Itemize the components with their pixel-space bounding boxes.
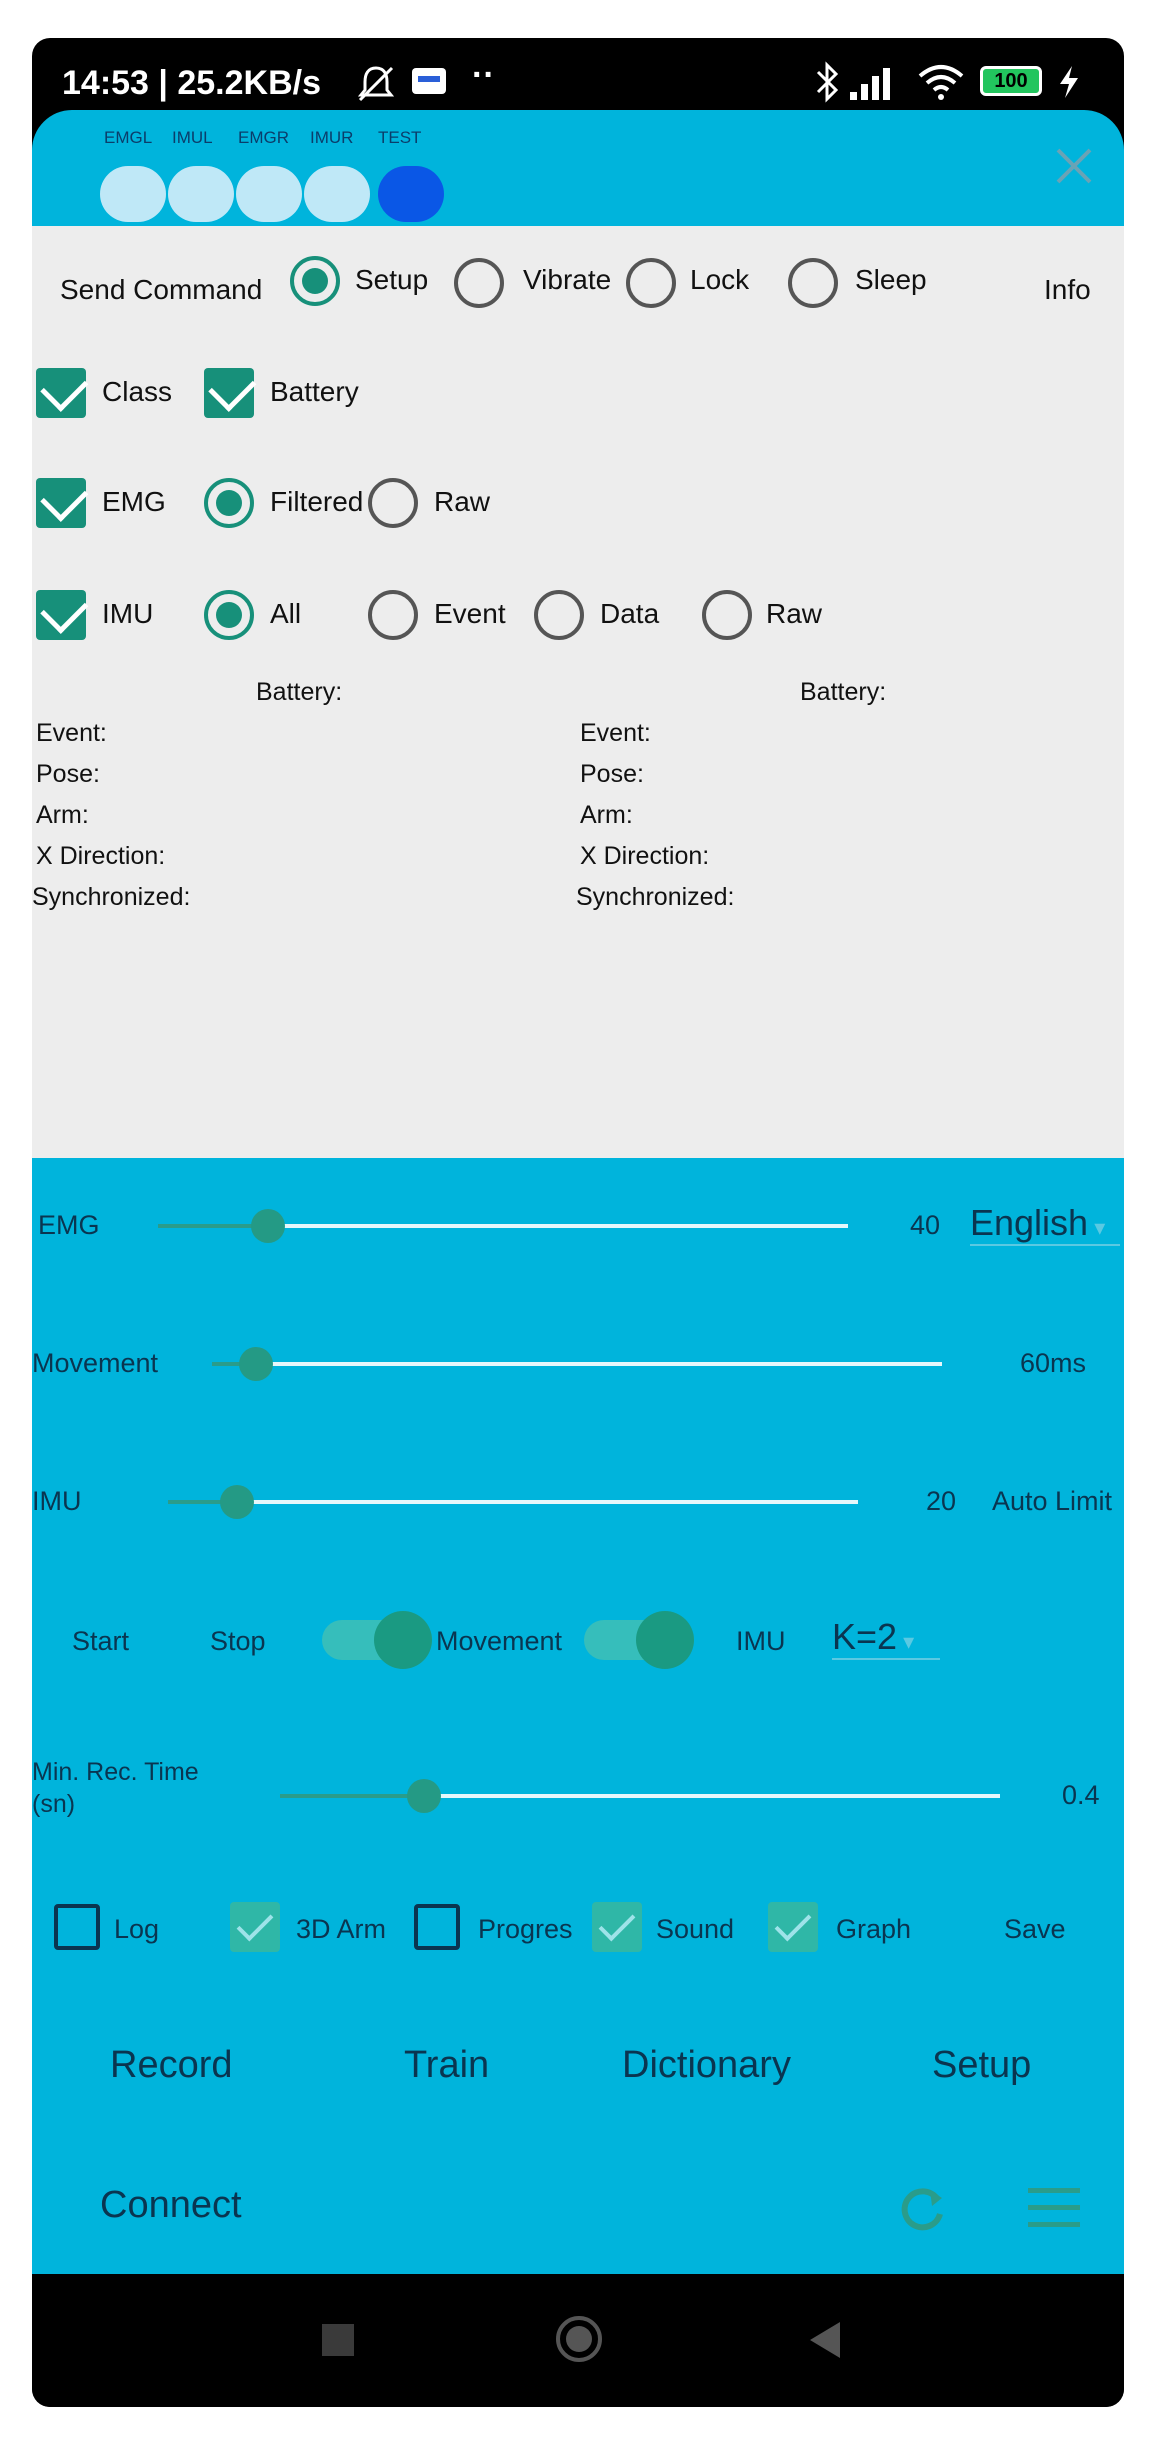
tab-label-imur: IMUR: [310, 128, 354, 147]
right-x-direction: X Direction:: [580, 842, 710, 870]
right-pose: Pose:: [580, 760, 644, 788]
right-event: Event:: [580, 719, 651, 747]
radio-vibrate[interactable]: [454, 258, 504, 308]
tab-pill-imur[interactable]: [304, 166, 370, 222]
charging-icon: [1056, 64, 1082, 100]
radio-setup[interactable]: [290, 256, 340, 306]
right-arm: Arm:: [580, 801, 633, 829]
imu-checkbox[interactable]: [36, 590, 86, 640]
tab-label-emgr: EMGR: [238, 128, 289, 147]
tab-pill-imul[interactable]: [168, 166, 234, 222]
left-pose: Pose:: [36, 760, 100, 788]
radio-filtered-label: Filtered: [270, 486, 364, 517]
battery-label: Battery: [270, 376, 359, 407]
movement-switch-knob[interactable]: [374, 1611, 432, 1669]
battery-checkbox[interactable]: [204, 368, 254, 418]
movement-slider-label: Movement: [32, 1348, 159, 1378]
emg-slider-label: EMG: [38, 1210, 100, 1240]
emg-label: EMG: [102, 486, 166, 517]
tab-pill-emgl[interactable]: [100, 166, 166, 222]
imu-switch-knob[interactable]: [636, 1611, 694, 1669]
right-battery: Battery:: [800, 678, 887, 706]
3d-arm-label: 3D Arm: [296, 1914, 387, 1944]
language-dropdown-value: English: [970, 1202, 1089, 1243]
progres-checkbox[interactable]: [414, 1904, 460, 1950]
movement-slider-thumb[interactable]: [239, 1347, 273, 1381]
radio-lock[interactable]: [626, 258, 676, 308]
min-rec-time-label: Min. Rec. Time: [32, 1758, 199, 1786]
graph-checkbox[interactable]: [768, 1902, 818, 1952]
radio-vibrate-label: Vibrate: [523, 264, 612, 295]
movement-slider-track[interactable]: [212, 1362, 942, 1366]
tab-dictionary[interactable]: Dictionary: [622, 2044, 791, 2086]
radio-sleep-label: Sleep: [855, 264, 927, 295]
home-icon[interactable]: [556, 2316, 602, 2362]
more-dots-icon: ··: [472, 56, 495, 94]
mute-icon: [354, 62, 398, 106]
k-dropdown[interactable]: [832, 1616, 940, 1660]
class-checkbox[interactable]: [36, 368, 86, 418]
dropdown-arrow-icon: ▾: [1088, 1215, 1106, 1240]
close-icon[interactable]: [1052, 144, 1096, 188]
radio-imu-raw[interactable]: [702, 590, 752, 640]
radio-event[interactable]: [368, 590, 418, 640]
signal-icon: [848, 64, 904, 102]
radio-data[interactable]: [534, 590, 584, 640]
left-synchronized: Synchronized:: [32, 883, 191, 911]
radio-setup-label: Setup: [355, 264, 429, 295]
dropdown-arrow-icon: ▾: [897, 1629, 915, 1654]
imu-label: IMU: [102, 598, 154, 629]
emg-slider-thumb[interactable]: [251, 1209, 285, 1243]
progres-label: Progres: [478, 1914, 573, 1944]
bluetooth-icon: [812, 60, 842, 104]
left-battery: Battery:: [256, 678, 343, 706]
radio-event-label: Event: [434, 598, 506, 629]
min-rec-time-unit: (sn): [32, 1790, 76, 1818]
message-icon: [410, 66, 448, 100]
left-x-direction: X Direction:: [36, 842, 166, 870]
emg-checkbox[interactable]: [36, 478, 86, 528]
save-button[interactable]: Save: [1004, 1914, 1066, 1944]
imu-slider-thumb[interactable]: [220, 1485, 254, 1519]
sound-checkbox[interactable]: [592, 1902, 642, 1952]
connect-button[interactable]: Connect: [100, 2184, 242, 2226]
tab-label-test: TEST: [378, 128, 422, 147]
k-dropdown-value: K=2: [832, 1616, 898, 1657]
control-panel: [32, 1158, 1124, 2274]
log-label: Log: [114, 1914, 160, 1944]
tab-pill-emgr[interactable]: [236, 166, 302, 222]
info-button[interactable]: Info: [1044, 274, 1091, 305]
log-checkbox[interactable]: [54, 1904, 100, 1950]
battery-icon: [980, 66, 1042, 96]
sound-label: Sound: [656, 1914, 735, 1944]
auto-limit-button[interactable]: Auto Limit: [992, 1486, 1113, 1516]
left-event: Event:: [36, 719, 107, 747]
movement-slider-value: 60ms: [1020, 1348, 1087, 1378]
min-rec-value: 0.4: [1062, 1780, 1100, 1810]
min-rec-slider-thumb[interactable]: [407, 1779, 441, 1813]
tab-record[interactable]: Record: [110, 2044, 233, 2086]
settings-panel: [32, 226, 1124, 1158]
stop-button[interactable]: Stop: [210, 1626, 266, 1656]
tab-setup[interactable]: Setup: [932, 2044, 1032, 2086]
recents-icon[interactable]: [322, 2324, 354, 2356]
wifi-icon: [916, 62, 966, 102]
device-header: [32, 110, 1124, 226]
radio-all-label: All: [270, 598, 302, 629]
left-arm: Arm:: [36, 801, 89, 829]
radio-data-label: Data: [600, 598, 660, 629]
tab-train[interactable]: Train: [404, 2044, 490, 2086]
tab-label-imul: IMUL: [172, 128, 213, 147]
radio-emg-raw-label: Raw: [434, 486, 491, 517]
imu-slider-value: 20: [926, 1486, 957, 1516]
min-rec-slider-fill: [280, 1794, 424, 1798]
radio-imu-raw-label: Raw: [766, 598, 823, 629]
phone-screen: [32, 38, 1124, 2407]
radio-sleep[interactable]: [788, 258, 838, 308]
send-command-label: Send Command: [60, 274, 263, 305]
3d-arm-checkbox[interactable]: [230, 1902, 280, 1952]
right-synchronized: Synchronized:: [576, 883, 735, 911]
start-button[interactable]: Start: [72, 1626, 130, 1656]
tab-pill-test[interactable]: [378, 166, 444, 222]
refresh-icon[interactable]: [894, 2180, 950, 2236]
status-bar: [32, 38, 1124, 118]
imu-slider-label: IMU: [32, 1486, 82, 1516]
radio-filtered[interactable]: [204, 478, 254, 528]
radio-all[interactable]: [204, 590, 254, 640]
back-icon[interactable]: [808, 2320, 842, 2360]
emg-slider-value: 40: [910, 1210, 941, 1240]
graph-label: Graph: [836, 1914, 912, 1944]
imu-slider-track[interactable]: [168, 1500, 858, 1504]
battery-level: 100: [994, 70, 1028, 92]
movement-switch-label: Movement: [436, 1626, 563, 1656]
status-time-speed: 14:53 | 25.2KB/s: [62, 64, 322, 102]
tab-label-emgl: EMGL: [104, 128, 153, 147]
imu-switch-label: IMU: [736, 1626, 786, 1656]
class-label: Class: [102, 376, 173, 407]
language-dropdown[interactable]: [970, 1202, 1120, 1246]
system-nav-bar: [32, 2274, 1124, 2407]
radio-lock-label: Lock: [690, 264, 750, 295]
radio-emg-raw[interactable]: [368, 478, 418, 528]
menu-icon[interactable]: [1026, 2184, 1082, 2232]
